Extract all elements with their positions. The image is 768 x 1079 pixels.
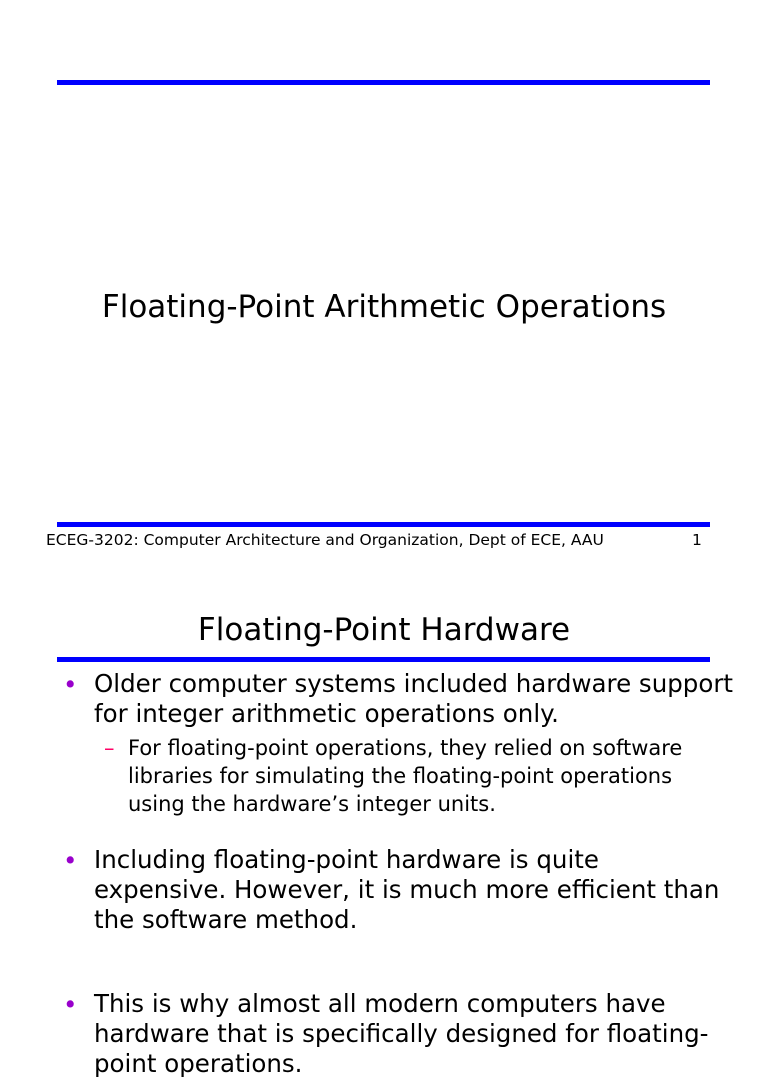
bullet-icon: • — [63, 990, 78, 1019]
footer-course-info: ECEG-3202: Computer Architecture and Organization, Dept of ECE, AAU — [46, 531, 604, 549]
slide-title: Floating-Point Arithmetic Operations — [101, 289, 667, 325]
footer-divider-line — [57, 522, 710, 527]
bullet-icon: • — [63, 846, 78, 875]
bullet-item: Including floating-point hardware is quite expensive. However, it is much more efficient than the software method. — [94, 845, 720, 934]
bullet-item: This is why almost all modern computers have hardware that is specifically designed for floating-point operations. — [94, 989, 709, 1078]
bullet-icon: • — [63, 670, 78, 699]
page-number: 1 — [692, 531, 702, 549]
bullet-item: Older computer systems included hardware support for integer arithmetic operations only. — [94, 669, 733, 728]
slide-heading: Floating-Point Hardware — [197, 612, 571, 648]
top-divider-line — [57, 80, 710, 85]
dash-icon: – — [104, 736, 115, 760]
sub-bullet-item: For floating-point operations, they relied on software libraries for simulating the floating-point operations using the hardware’s integer units. — [128, 736, 683, 816]
heading-divider-line — [57, 657, 710, 662]
